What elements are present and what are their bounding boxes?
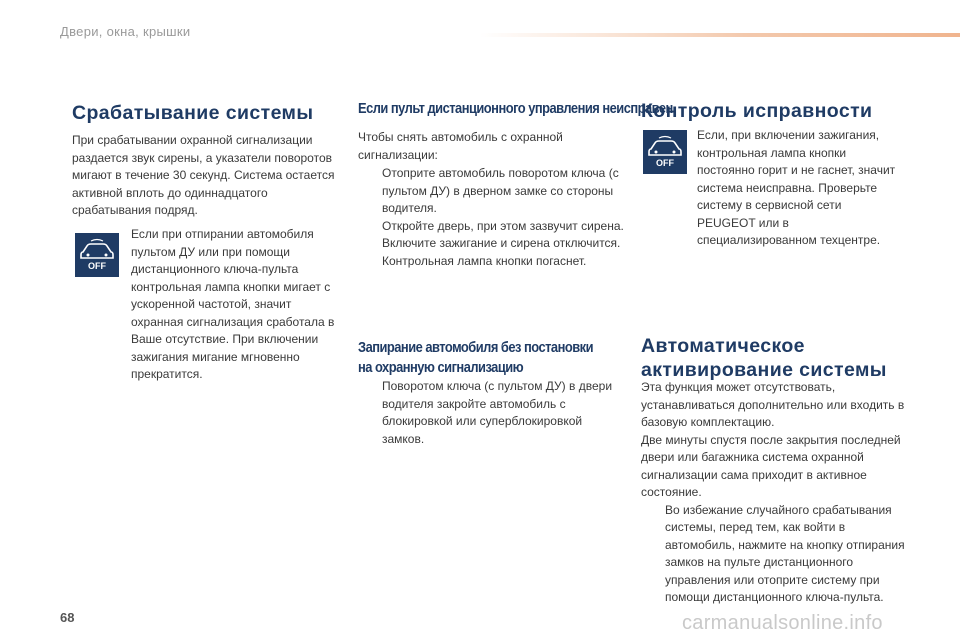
section-header: Двери, окна, крышки bbox=[60, 24, 191, 39]
heading-system-trigger: Срабатывание системы bbox=[72, 102, 314, 124]
paragraph-auto-2: Две минуты спустя после закрытия последней двери или багажника система охранной сигнализации сама приходит в активное состояние. bbox=[641, 432, 901, 499]
heading-line: активирование системы bbox=[641, 359, 887, 381]
column-left bbox=[72, 96, 342, 220]
paragraph-remote-intro: Чтобы снять автомобиль с охранной сигнализации: bbox=[358, 130, 563, 162]
auto-activation-body bbox=[641, 379, 907, 607]
list-item bbox=[358, 235, 626, 270]
header-accent-bar bbox=[480, 33, 960, 37]
heading-line: Автоматическое bbox=[641, 335, 805, 357]
list-item-text: Поворотом ключа (с пультом ДУ) в двери водителя закройте автомобиль с блокировкой или суперблокировкой замков. bbox=[382, 379, 613, 446]
bullet-list-remote bbox=[358, 165, 626, 270]
heading-lock-without-alarm bbox=[358, 338, 648, 378]
alarm-off-icon bbox=[643, 130, 687, 174]
page-number: 68 bbox=[60, 610, 75, 625]
paragraph-icon-note-left: Если при отпирании автомобиля пультом ДУ или при помощи дистанционного ключа-пульта контрольная лампа кнопки мигает с ускоренной частотой, значит охранная сигнализация сработала в Ваше отсутствие. При включении зажигания мигание мгновенно прекратится. bbox=[131, 227, 335, 381]
column-right bbox=[641, 96, 909, 123]
list-item-text: Во избежание случайного срабатывания системы, перед тем, как войти в автомобиль, нажмите на кнопку отпирания замков на пульте дистанционного управления или отоприте систему при помощи дистанционного ключа-пульта. bbox=[665, 502, 905, 604]
list-item bbox=[358, 218, 626, 236]
bullet-list-lock bbox=[358, 378, 618, 448]
heading-auto-activation bbox=[641, 334, 911, 382]
list-item-text: Откройте дверь, при этом зазвучит сирена. bbox=[382, 218, 624, 233]
icon-off-label: OFF bbox=[656, 158, 674, 168]
list-item-text: Отоприте автомобиль поворотом ключа (с пультом ДУ) в дверном замке со стороны водителя. bbox=[382, 166, 619, 215]
list-item-text: Включите зажигание и сирена отключится. Контрольная лампа кнопки погаснет. bbox=[382, 236, 621, 268]
paragraph-icon-note-right: Если, при включении зажигания, контрольная лампа кнопки постоянно горит и не гаснет, значит система неисправна. Проверьте систему в сервисной сети PEUGEOT или в специализированном техцентре. bbox=[697, 128, 896, 247]
paragraph-trigger: При срабатывании охранной сигнализации раздается звук сирены, а указатели поворотов мигают в течение 30 секунд. Система остается активной вплоть до одиннадцатого срабатывания подряд. bbox=[72, 133, 335, 217]
list-item bbox=[358, 378, 618, 448]
alarm-off-icon bbox=[75, 233, 119, 277]
heading-line: на охранную сигнализацию bbox=[358, 359, 524, 376]
list-item bbox=[358, 165, 626, 218]
watermark: carmanualsonline.info bbox=[682, 612, 883, 634]
list-item bbox=[641, 502, 907, 607]
paragraph-auto-1: Эта функция может отсутствовать, устанавливаться дополнительно или входить в базовую комплектацию. bbox=[641, 380, 905, 429]
heading-line: Запирание автомобиля без постановки bbox=[358, 339, 594, 356]
icon-off-label: OFF bbox=[88, 261, 106, 271]
heading-health-check: Контроль исправности bbox=[641, 100, 873, 122]
heading-remote-fault: Если пульт дистанционного управления неисправен bbox=[358, 100, 673, 117]
